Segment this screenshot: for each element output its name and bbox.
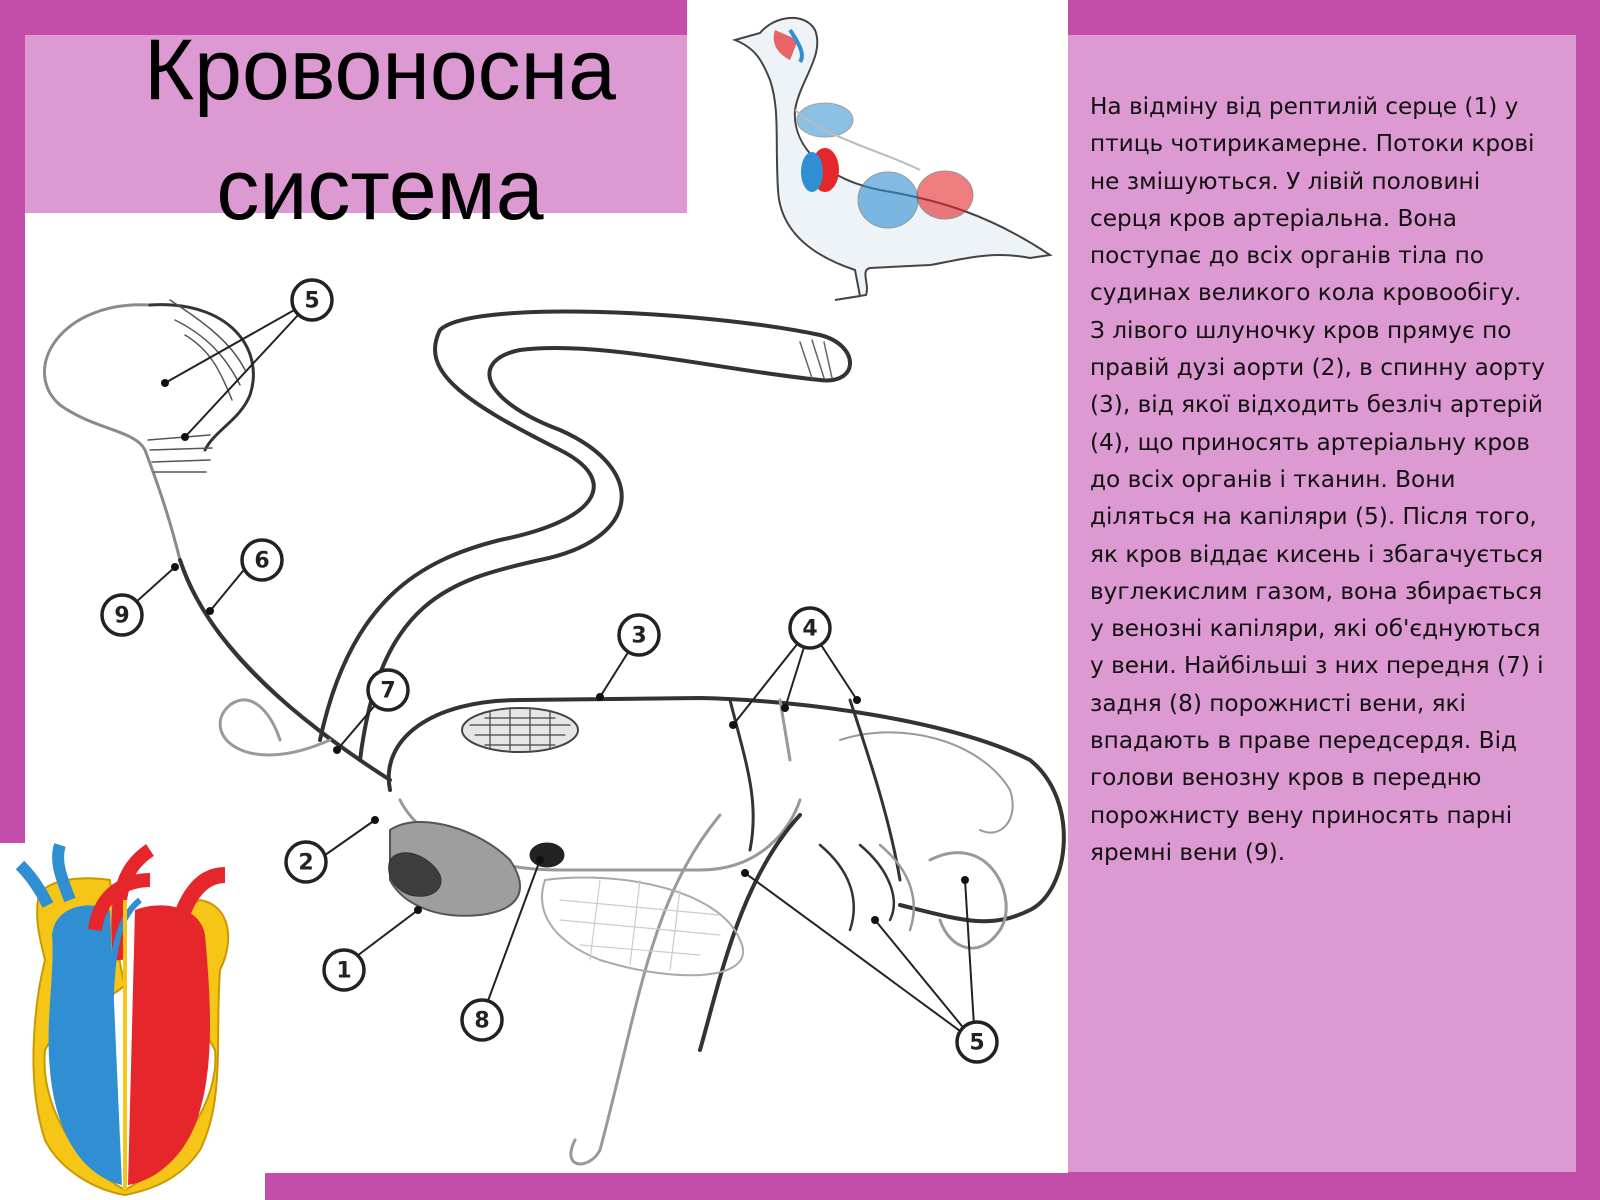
pigeon-illustration (735, 18, 1050, 300)
label-1-text: 1 (336, 958, 352, 984)
label-8-text: 8 (474, 1008, 490, 1034)
label-6 (242, 540, 282, 580)
label-6-text: 6 (254, 548, 270, 574)
label-4-text: 4 (802, 616, 818, 642)
label-2-text: 2 (298, 850, 314, 876)
label-5-bottom (957, 1022, 997, 1062)
label-7 (368, 670, 408, 710)
label-5-top-text: 5 (304, 288, 320, 314)
label-5-bottom-text: 5 (969, 1030, 985, 1056)
label-7-text: 7 (380, 678, 396, 704)
label-9 (102, 595, 142, 635)
label-9-text: 9 (114, 603, 130, 629)
label-3 (619, 615, 659, 655)
heart-schematic (20, 845, 228, 1195)
label-5-top (292, 280, 332, 320)
label-1 (324, 950, 364, 990)
pointer-heads (161, 379, 969, 924)
label-4 (790, 608, 830, 648)
label-8 (462, 1000, 502, 1040)
title-line-1: Кровоносна (144, 22, 616, 118)
label-2 (286, 842, 326, 882)
label-3-text: 3 (631, 623, 647, 649)
title-line-2: система (216, 142, 544, 238)
description-text: На відміну від рептилій серце (1) у птиць чотирикамерне. Потоки крові не змішуються. У лівій половині серця кров артеріальна. Вона поступає до всіх органів тіла по судинах великого кола кровообігу. З лівого шлуночку кров прямує по правій дузі аорти (2), в спинну аорту (3), від якої відходить безліч артерій (4), що приносять артеріальну кров до всіх органів і тканин. Вони діляться на капіляри (5). Після того, як кров віддає кисень і збагачується вуглекислим газом, вона збирається у венозні капіляри, які об'єднуються у вени. Найбільші з них передня (7) і задня (8) порожнисті вени, які впадають в праве передсердя. Від голови венозну кров в передню порожнисту вену приносять парні яремні вени (9). (1090, 93, 1545, 866)
